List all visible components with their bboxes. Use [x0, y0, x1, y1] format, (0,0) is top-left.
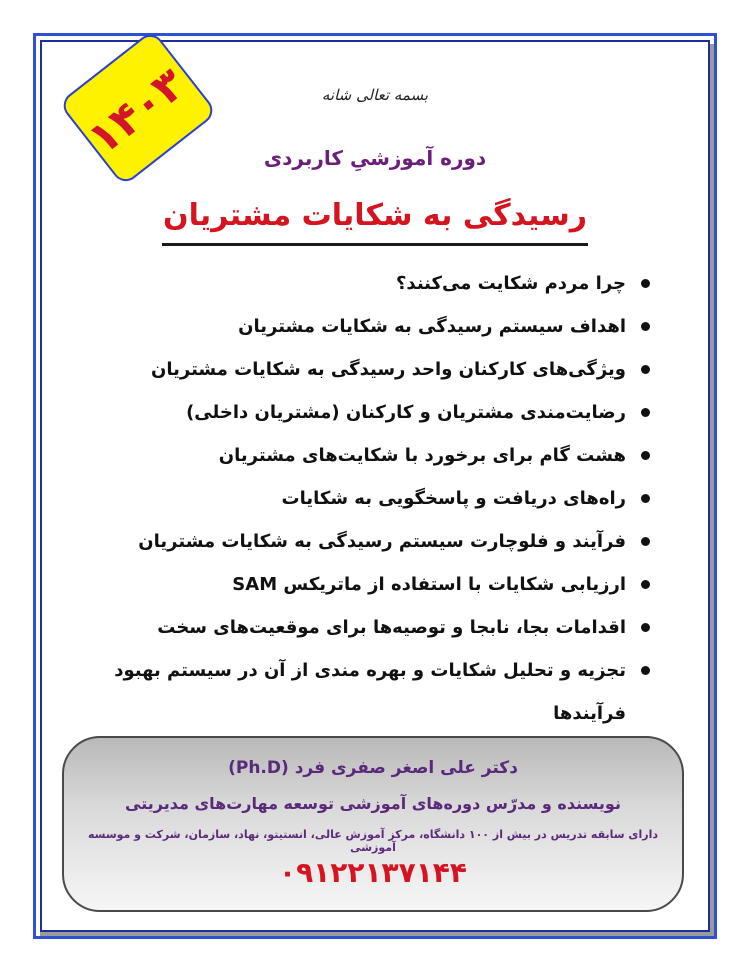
- topic-text: اهداف سیستم رسیدگی به شکایات مشتریان: [238, 316, 626, 337]
- instructor-phone[interactable]: ۰۹۱۲۲۱۳۷۱۴۴: [279, 856, 467, 889]
- bullet-icon: [641, 623, 650, 632]
- topic-item: [92, 348, 652, 391]
- instructor-experience: دارای سابقه تدریس در بیش از ۱۰۰ دانشگاه، مرکز آموزش عالی، انستیتو، نهاد، سازمان، شرکت و موسسه آموزشی: [87, 828, 659, 854]
- topic-item: [92, 434, 652, 477]
- basmala: بسمه تعالی شانه: [321, 86, 429, 104]
- bullet-icon: [641, 451, 650, 460]
- topic-item: [92, 563, 652, 606]
- topic-text: ارزیابی شکایات با استفاده از ماتریکس SAM: [232, 574, 626, 595]
- bullet-icon: [641, 537, 650, 546]
- topic-item: [92, 477, 652, 520]
- topic-text: چرا مردم شکایت می‌کنند؟: [395, 273, 626, 294]
- topic-text: تجزیه و تحلیل شکایات و بهره مندی از آن در سیستم بهبود فرآیندها: [114, 660, 626, 724]
- topic-text: اقدامات بجا، نابجا و توصیه‌ها برای موقعیت‌های سخت: [157, 617, 626, 638]
- topic-text: رضایت‌مندی مشتریان و کارکنان (مشتریان داخلی): [186, 402, 626, 423]
- bullet-icon: [641, 408, 650, 417]
- topic-text: هشت گام برای برخورد با شکایت‌های مشتریان: [218, 445, 626, 466]
- topic-item: [92, 520, 652, 563]
- instructor-name: دکتر علی اصغر صفری فرد (Ph.D): [228, 758, 518, 778]
- topic-item: [92, 262, 652, 305]
- topic-text: ویژگی‌های کارکنان واحد رسیدگی به شکایات مشتریان: [151, 359, 626, 380]
- topic-list: [92, 262, 652, 735]
- year-badge-text: ۱۴۰۳: [78, 58, 195, 165]
- topic-item: [92, 391, 652, 434]
- topic-text: فرآیند و فلوچارت سیستم رسیدگی به شکایات مشتریان: [138, 531, 626, 552]
- instructor-panel: [62, 736, 684, 912]
- bullet-icon: [641, 279, 650, 288]
- topic-item: [92, 305, 652, 348]
- bullet-icon: [641, 580, 650, 589]
- bullet-icon: [641, 322, 650, 331]
- bullet-icon: [641, 365, 650, 374]
- topic-item: [92, 606, 652, 649]
- topic-item: [92, 649, 652, 735]
- course-subtitle: دوره آموزشیِ کاربردی: [263, 146, 487, 170]
- bullet-icon: [641, 666, 650, 675]
- course-title: رسیدگی به شکایات مشتریان: [163, 198, 587, 233]
- instructor-role: نویسنده و مدرّس دوره‌های آموزشی توسعه مهارت‌های مدیریتی: [125, 794, 621, 813]
- topic-text: راه‌های دریافت و پاسخگویی به شکایات: [281, 488, 626, 509]
- bullet-icon: [641, 494, 650, 503]
- title-underline: [162, 243, 588, 246]
